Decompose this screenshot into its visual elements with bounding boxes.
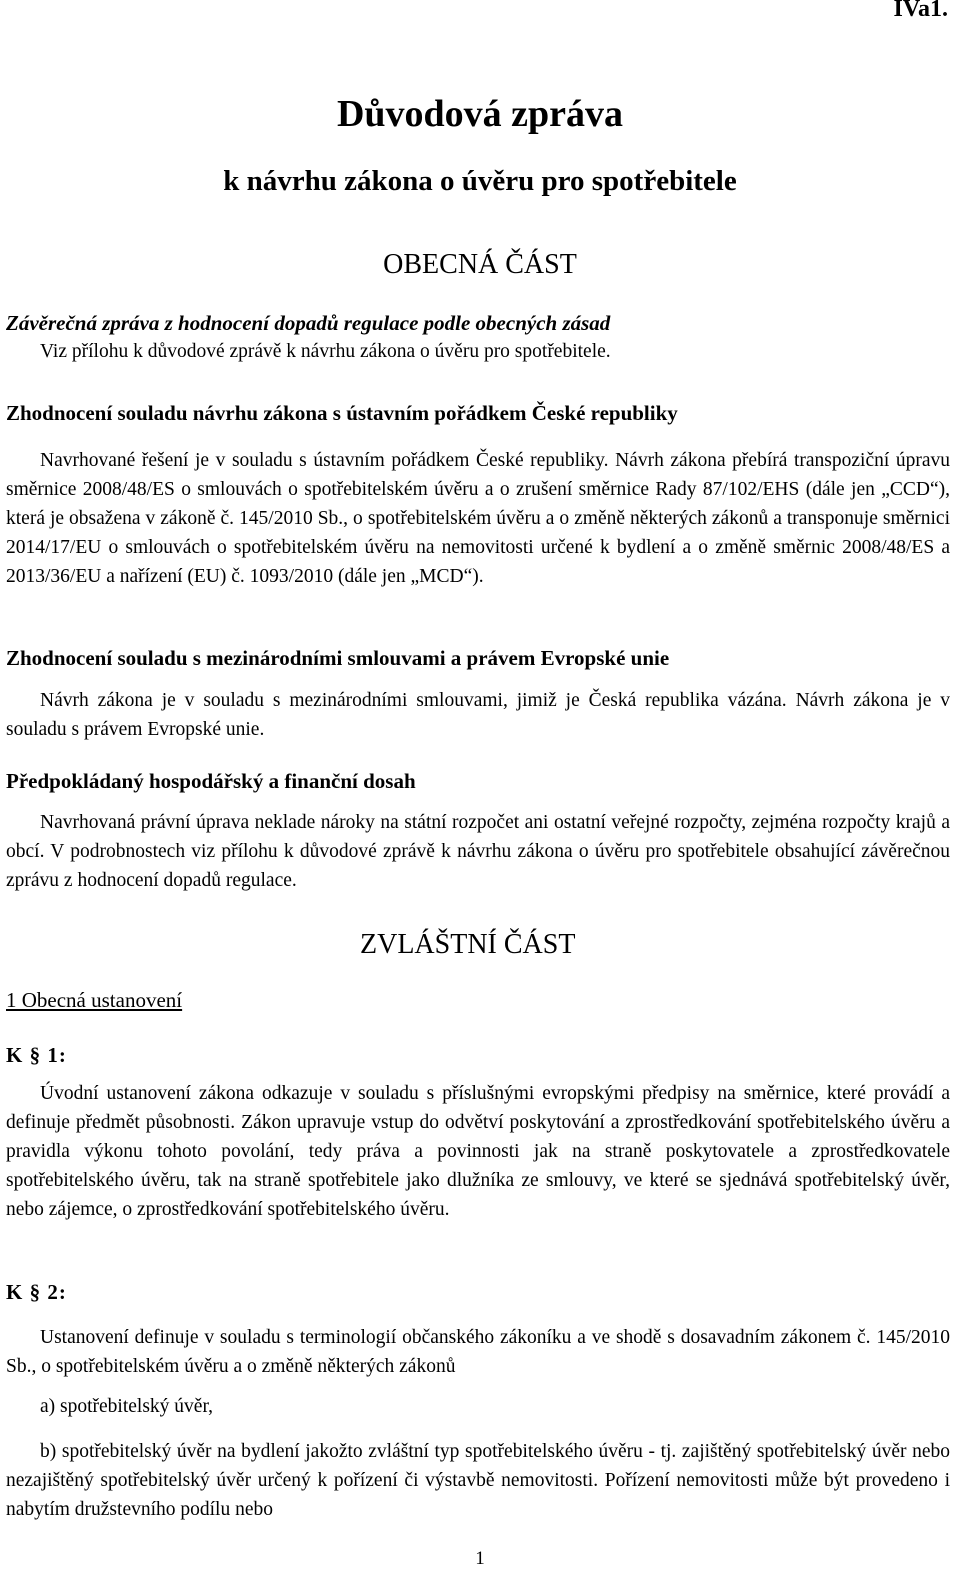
special-part-heading: ZVLÁŠTNÍ ČÁST (360, 929, 576, 960)
economic-heading: Předpokládaný hospodářský a finanční dosah (6, 769, 416, 793)
economic-text: Navrhovaná právní úprava neklade nároky na státní rozpočet ani ostatní veřejné rozpočty, zejména rozpočty krajů a obcí. V podrobnostech viz přílohu k důvodové zprávě k návrhu zákona o úvěru pro spotřebitele obsahující závěrečnou zprávu z hodnocení dopadů regulace. (6, 812, 950, 891)
page-number: 1 (475, 1548, 485, 1569)
document-title: Důvodová zpráva (336, 93, 624, 135)
section-k2-item-a: a) spotřebitelský úvěr, (40, 1396, 214, 1417)
section-k2-text: Ustanovení definuje v souladu s terminologií občanského zákoníku a ve shodě s dosavadním zákonem č. 145/2010 Sb., o spotřebitelském úvěru a o změně některých zákonů (6, 1327, 950, 1377)
section-k2-heading: K § 2: (6, 1280, 67, 1304)
document-subtitle: k návrhu zákona o úvěru pro spotřebitele (223, 165, 737, 197)
section-k2-item-b: b) spotřebitelský úvěr na bydlení jakožto zvláštní typ spotřebitelského úvěru - tj. zajištěný spotřebitelský úvěr nebo nezajištěný spotřebitelský úvěr určený k pořízení či výstavbě nemovitosti. Pořízení nemovitosti může být provedeno i nabytím družstevního podílu nebo (6, 1441, 950, 1520)
ria-heading: Závěrečná zpráva z hodnocení dopadů regulace podle obecných zásad (6, 311, 611, 335)
page-label: IVa1. (893, 0, 948, 22)
constitution-text: Navrhované řešení je v souladu s ústavním pořádkem České republiky. Návrh zákona přebírá transpoziční úpravu směrnice 2008/48/ES o smlouvách o spotřebitelském úvěru a o zrušení směrnice Rady 87/102/EHS (dále jen „CCD“), která je obsažena v zákoně č. 145/2010 Sb., o spotřebitelském úvěru a o změně některých zákonů a transponuje směrnici 2014/17/EU o smlouvách o spotřebitelském úvěru na nemovitosti určené k bydlení a o změně směrnic 2008/48/ES a 2013/36/EU a nařízení (EU) č. 1093/2010 (dále jen „MCD“). (6, 450, 950, 587)
chapter-heading: 1 Obecná ustanovení (6, 988, 183, 1012)
section-k1-heading: K § 1: (6, 1043, 67, 1067)
international-heading: Zhodnocení souladu s mezinárodními smlouvami a právem Evropské unie (6, 646, 670, 670)
international-text: Návrh zákona je v souladu s mezinárodními smlouvami, jimiž je Česká republika vázána. Návrh zákona je v souladu s právem Evropské unie. (6, 690, 950, 740)
constitution-heading: Zhodnocení souladu návrhu zákona s ústavním pořádkem České republiky (6, 401, 678, 425)
section-k1-text: Úvodní ustanovení zákona odkazuje v souladu s příslušnými evropskými předpisy na směrnice, které provádí a definuje předmět působnosti. Zákon upravuje vstup do odvětví poskytování a zprostředkování spotřebitelského úvěru a pravidla výkonu tohoto povolání, tedy práva a povinnosti jak na straně poskytovatele a zprostředkovatele spotřebitelského úvěru, tak na straně spotřebitele jako dlužníka ze smlouvy, ve které se sjednává spotřebitelský úvěr, nebo zájemce, o zprostředkování spotřebitelského úvěru. (6, 1083, 950, 1220)
general-part-heading: OBECNÁ ČÁST (383, 249, 577, 280)
ria-text: Viz přílohu k důvodové zprávě k návrhu zákona o úvěru pro spotřebitele. (40, 341, 611, 362)
